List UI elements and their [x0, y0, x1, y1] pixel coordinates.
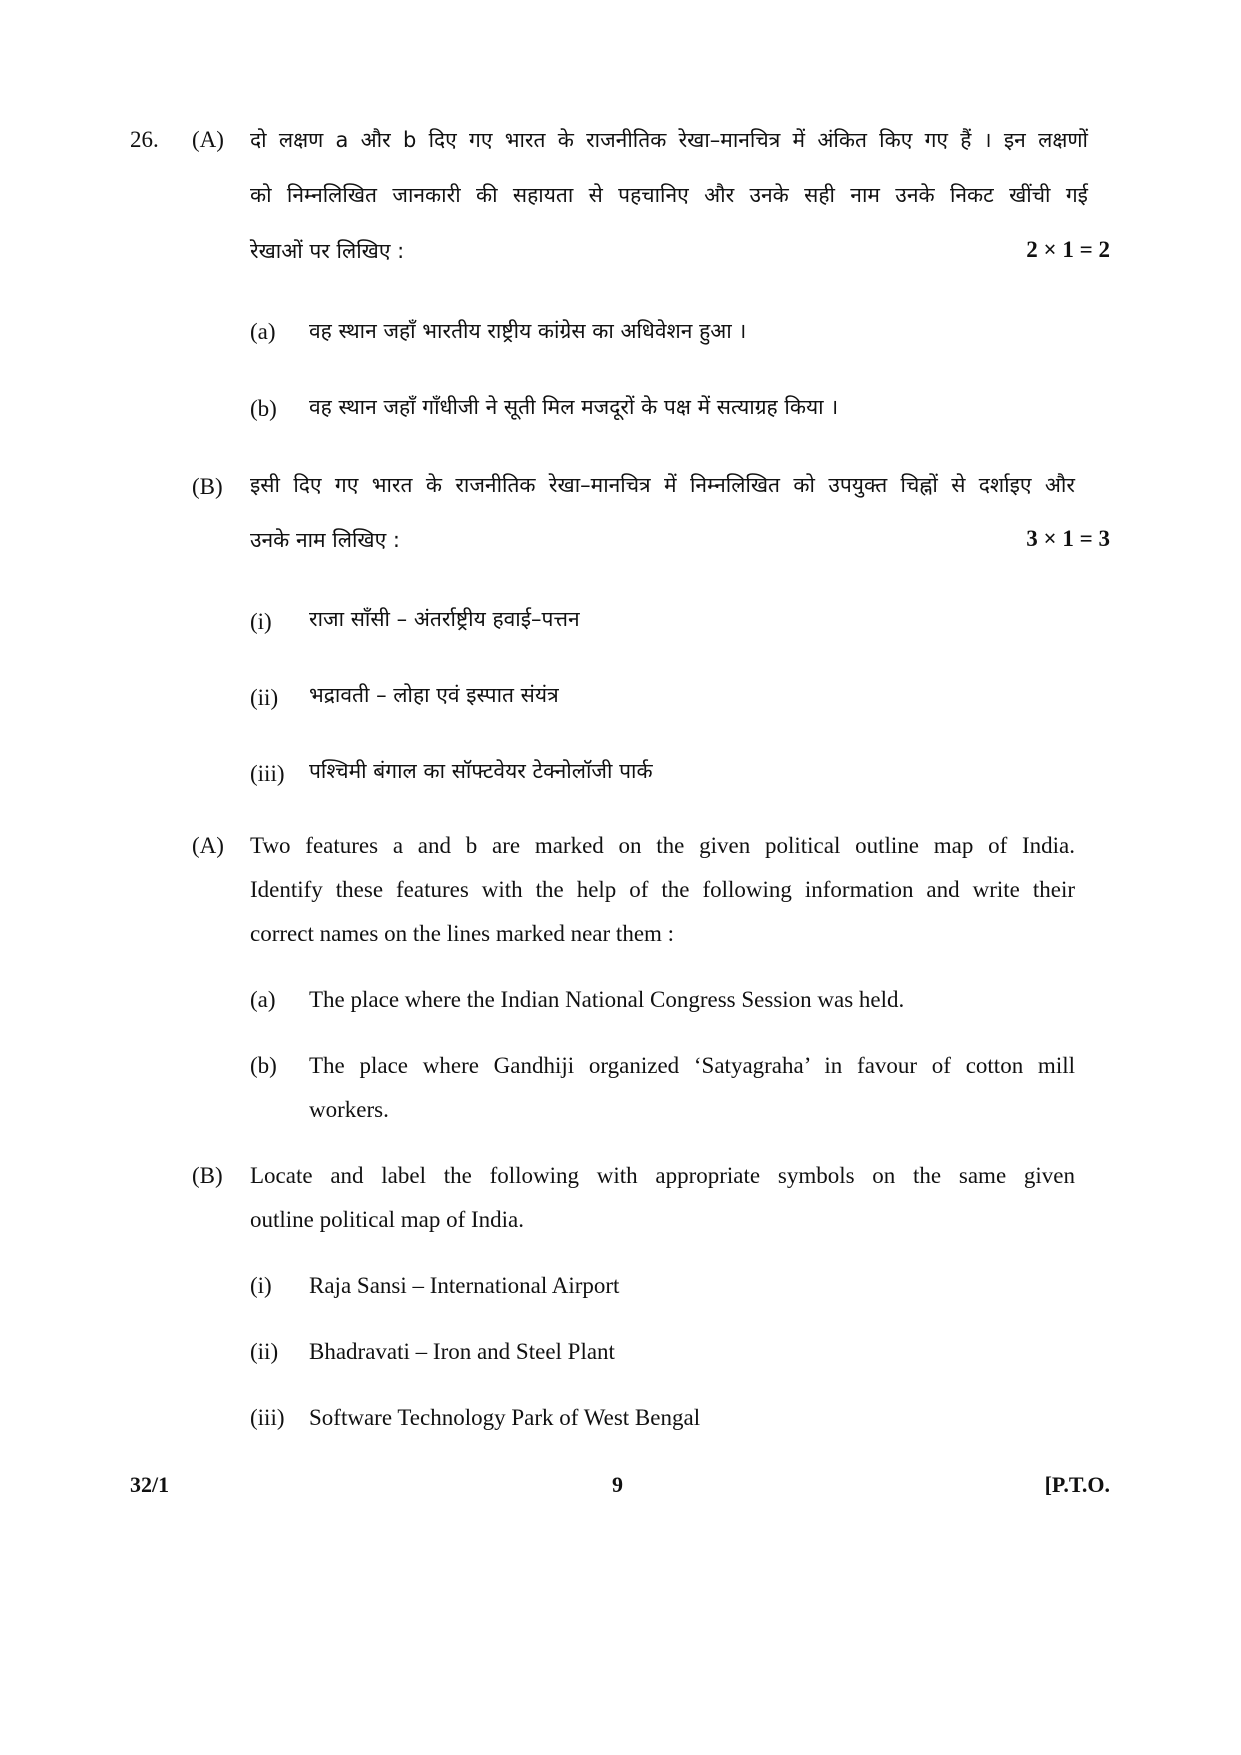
hindi-part-a-line-2: को निम्नलिखित जानकारी की सहायता से पहचानिए और उनके सही नाम उनके निकट खींची गई — [250, 183, 1088, 207]
english-part-b-line-2: outline political map of India. — [250, 1207, 525, 1232]
hindi-item-ii-text: भद्रावती – लोहा एवं इस्पात संयंत्र — [309, 683, 559, 707]
english-item-b-label: (b) — [250, 1053, 277, 1078]
hindi-item-iii-label: (iii) — [250, 761, 285, 786]
english-item-iii-label: (iii) — [250, 1405, 285, 1430]
hindi-item-a-text: वह स्थान जहाँ भारतीय राष्ट्रीय कांग्रेस का अधिवेशन हुआ । — [309, 319, 747, 343]
hindi-part-b-line-1: इसी दिए गए भारत के राजनीतिक रेखा–मानचित्र में निम्नलिखित को उपयुक्त चिह्नों से दर्शाइए और — [250, 473, 1075, 497]
english-part-a-line-2: Identify these features with the help of the following information and write their — [250, 877, 1075, 902]
hindi-item-b-text: वह स्थान जहाँ गाँधीजी ने सूती मिल मजदूरों के पक्ष में सत्याग्रह किया । — [309, 395, 839, 419]
hindi-part-b-line-2: उनके नाम लिखिए : — [250, 528, 400, 552]
hindi-part-a-line-1: दो लक्षण a और b दिए गए भारत के राजनीतिक रेखा–मानचित्र में अंकित किए गए हैं । इन लक्षणों — [250, 128, 1088, 152]
english-item-i-text: Raja Sansi – International Airport — [309, 1273, 620, 1298]
hindi-part-a-line-3: रेखाओं पर लिखिए : — [250, 239, 405, 263]
english-item-ii-text: Bhadravati – Iron and Steel Plant — [309, 1339, 615, 1364]
english-item-b-text: The place where Gandhiji organized ‘Satyagraha’ in favour of cotton mill — [309, 1053, 1075, 1078]
hindi-item-ii-label: (ii) — [250, 685, 279, 710]
english-part-b-label: (B) — [192, 1163, 223, 1188]
footer-paper-code: 32/1 — [130, 1472, 170, 1497]
english-item-ii-label: (ii) — [250, 1339, 279, 1364]
hindi-part-a-marks: 2 × 1 = 2 — [1026, 237, 1110, 262]
hindi-item-b-label: (b) — [250, 396, 277, 421]
question-number: 26. — [130, 127, 159, 152]
english-part-a-line-3: correct names on the lines marked near them : — [250, 921, 675, 946]
english-part-a-line-1: Two features a and b are marked on the given political outline map of India. — [250, 833, 1075, 858]
hindi-item-iii-text: पश्चिमी बंगाल का सॉफ्टवेयर टेक्नोलॉजी पार्क — [309, 759, 653, 783]
english-item-b-text-continued: workers. — [309, 1097, 389, 1122]
footer-page-number: 9 — [612, 1472, 623, 1497]
hindi-part-a-label: (A) — [192, 127, 224, 152]
hindi-item-i-text: राजा साँसी – अंतर्राष्ट्रीय हवाई–पत्तन — [309, 607, 580, 631]
english-item-a-text: The place where the Indian National Congress Session was held. — [309, 987, 905, 1012]
english-part-a-label: (A) — [192, 833, 224, 858]
hindi-part-b-label: (B) — [192, 474, 223, 499]
english-item-i-label: (i) — [250, 1273, 272, 1298]
english-part-b-line-1: Locate and label the following with appropriate symbols on the same given — [250, 1163, 1075, 1188]
hindi-item-i-label: (i) — [250, 609, 272, 634]
hindi-item-a-label: (a) — [250, 319, 276, 344]
hindi-part-b-marks: 3 × 1 = 3 — [1026, 526, 1110, 551]
english-item-iii-text: Software Technology Park of West Bengal — [309, 1405, 701, 1430]
english-item-a-label: (a) — [250, 987, 276, 1012]
footer-pto: [P.T.O. — [1044, 1472, 1110, 1497]
